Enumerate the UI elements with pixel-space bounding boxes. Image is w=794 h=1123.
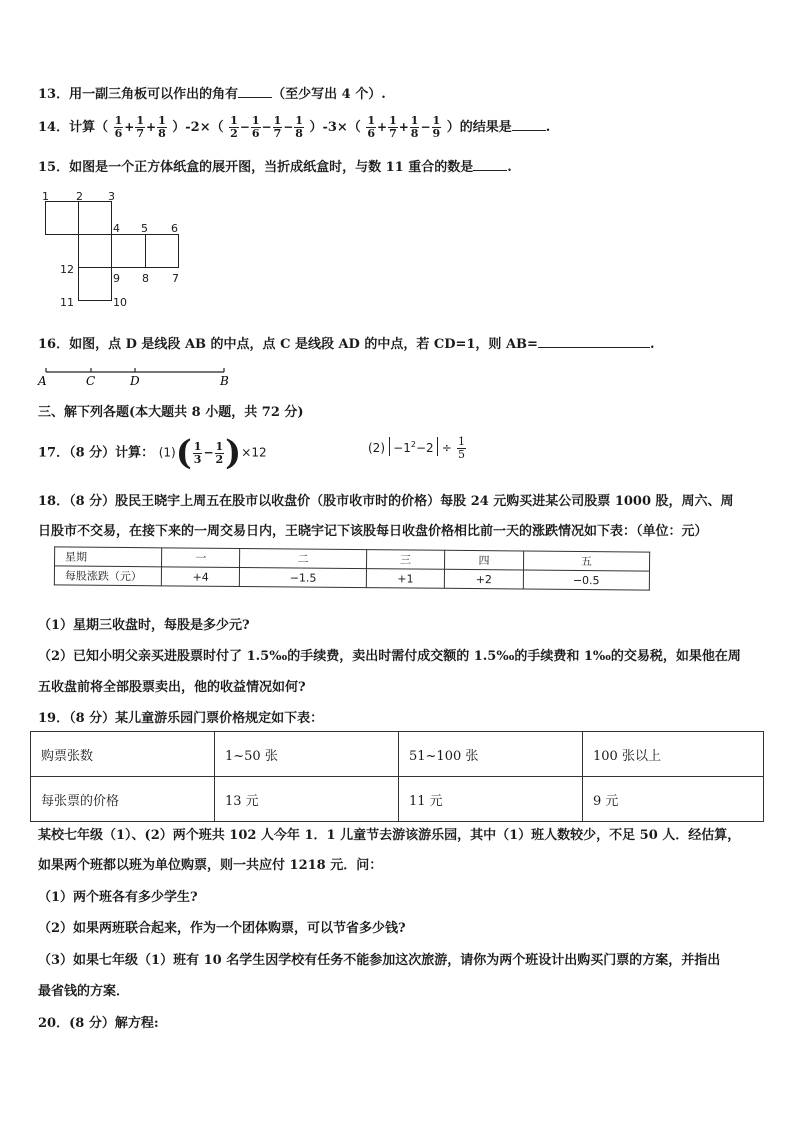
ticket-price-table [30,731,764,822]
net-label: 2 [76,190,83,203]
fraction: $\frac{1}{5}$ [457,435,465,461]
segment-figure [34,364,244,390]
fraction: $\frac{1}{8}$ [158,114,166,140]
answer-blank [473,158,507,171]
period: . [545,120,551,135]
net-label: 7 [172,272,179,285]
fraction: $\frac{1}{2}$ [215,439,224,466]
period: . [507,160,512,175]
q19-sub1: （1）两个班各有多少学生? [38,890,198,905]
table-row [31,777,764,822]
table-cell: 一 [162,548,241,568]
net-label: 3 [108,190,115,203]
table-row [54,566,649,590]
right-paren: ) [225,433,242,473]
question-14: 14．计算（ $\frac{1}{6}$ + $\frac{1}{7}$ + $\frac{1}{8}$ ）-2×（ $\frac{1}{2}$ − $\frac{1}{6}$ − $\frac{1}{7}$ − $\frac{1}{8}$ ）-3×（ $\frac{1}{6}$ + $\frac{1}{7}$ + $\frac{1}{8}$ − $\frac{1}{9}$ ）的结果是 . [38,114,551,140]
table-cell: +4 [161,567,240,587]
fraction: $\frac{1}{3}$ [193,439,202,466]
question-20: 20．(8 分）解方程: [38,1016,159,1031]
net-label: 11 [60,296,74,309]
question-13 [38,83,386,102]
section-heading: 三、解下列各题(本大题共 8 小题，共 72 分) [38,405,304,420]
q17-part1-tail: ×12 [241,445,267,460]
fraction: $\frac{1}{8}$ [410,114,419,140]
q17-part1-label: (1) [158,445,176,460]
table-cell: 1~50 张 [215,732,399,777]
q19-sub3a: （3）如果七年级（1）班有 10 名学生因学校有任务不能参加这次旅游，请你为两个班设计出购买门票的方案，并指出 [38,953,721,968]
table-cell: 13 元 [215,777,399,822]
fraction: $\frac{1}{9}$ [432,114,441,140]
table-cell: 每股涨跌（元） [54,566,161,586]
fraction: $\frac{1}{6}$ [251,114,260,140]
q13-text: 13．用一副三角板可以作出的角有 [38,87,239,102]
net-square [78,267,112,301]
answer-blank [238,85,272,98]
stock-change-table [54,546,650,590]
table-cell: 每张票的价格 [31,777,215,822]
left-paren: ( [175,433,192,473]
net-label: 10 [113,296,127,309]
point-b-label: B [220,374,229,388]
table-cell: 二 [240,549,366,569]
net-label: 5 [141,222,148,235]
q19-para1: 某校七年级（1）、(2）两个班共 102 人今年 1．1 儿童节去游该游乐园，其中（1）班人数较少，不足 50 人．经估算， [38,828,741,843]
q18-line1: 18．（8 分）股民王晓宇上周五在股市以收盘价（股市收市时的价格）每股 24 元购买进某公司股票 1000 股，周六、周 [38,494,734,509]
fraction: $\frac{1}{6}$ [114,114,123,140]
fraction: $\frac{1}{2}$ [230,114,238,140]
table-cell: 星期 [55,547,162,567]
fraction: $\frac{1}{7}$ [389,114,397,140]
q14-prefix: 14．计算（ [38,120,109,135]
net-label: 9 [113,272,120,285]
table-cell: +2 [445,569,524,589]
question-16 [38,333,654,352]
table-cell: +1 [366,569,445,589]
table-cell: 五 [523,551,650,571]
table-row [31,732,764,777]
q19-para2: 如果两个班都以班为单位购票，则一共应付 1218 元．问： [38,858,383,873]
q19-sub3b: 最省钱的方案． [38,984,130,999]
table-cell: 11 元 [399,777,583,822]
table-cell: −0.5 [523,570,650,590]
table-cell: 购票张数 [31,732,215,777]
table-cell: 100 张以上 [583,732,764,777]
absolute-value: $-1^2-2$ [389,437,438,456]
q16-text: 16．如图，点 D 是线段 AB 的中点，点 C 是线段 AD 的中点，若 CD=1，则 AB= [38,337,538,352]
period: . [649,337,655,352]
net-square [78,234,112,268]
q15-text: 15．如图是一个正方体纸盒的展开图，当折成纸盒时，与数 11 重合的数是 [38,160,474,175]
table-cell: 三 [366,550,445,570]
table-cell: −1.5 [240,568,366,588]
point-c-label: C [86,374,96,388]
net-square [45,201,79,235]
q17-part2-label: (2) [368,441,385,455]
net-square [78,201,112,235]
question-17: 17．（8 分）计算： (1)( $\frac{1}{3}$ − $\frac{1}{2}$ )×12 [38,433,267,473]
net-label: 4 [113,222,120,235]
table-cell: 51~100 张 [399,732,583,777]
q18-sub1: （1）星期三收盘时，每股是多少元? [38,618,250,633]
net-label: 6 [171,222,178,235]
q18-sub2b: 五收盘前将全部股票卖出，他的收益情况如何? [38,680,306,695]
table-cell: 四 [445,550,524,570]
net-label: 8 [142,272,149,285]
question-15 [38,156,512,175]
table-cell: 9 元 [583,777,764,822]
net-label: 1 [42,190,49,203]
q19-sub2: （2）如果两班联合起来，作为一个团体购票，可以节省多少钱? [38,921,406,936]
fraction: $\frac{1}{7}$ [136,114,144,140]
net-label: 12 [60,263,74,276]
fraction: $\frac{1}{7}$ [273,114,282,140]
q18-line2: 日股市不交易，在接下来的一周交易日内，王晓宇记下该股每日收盘价格相比前一天的涨跌情况如下表：（单位：元） [38,524,708,539]
q14-mid1: ）-2×（ [172,120,224,135]
q18-sub2a: （2）已知小明父亲买进股票时付了 1.5‰的手续费，卖出时需付成交额的 1.5‰的手续费和 1‰的交易税，如果他在周 [38,649,741,664]
q19-title: 19．（8 分）某儿童游乐园门票价格规定如下表： [38,711,324,726]
net-divider [145,234,146,268]
q17-prefix: 17．（8 分）计算： [38,445,155,461]
point-d-label: D [130,374,140,388]
fraction: $\frac{1}{6}$ [367,114,375,140]
divide-sign: ÷ [441,441,452,455]
point-a-label: A [38,374,47,388]
fraction: $\frac{1}{8}$ [295,114,303,140]
q13-tail: （至少写出 4 个）. [272,87,386,102]
q14-mid2: ）-3×（ [309,120,361,135]
answer-blank [512,118,546,131]
answer-blank [538,335,650,348]
q14-suffix: ）的结果是 [446,120,512,135]
question-17-part2 [368,436,467,461]
